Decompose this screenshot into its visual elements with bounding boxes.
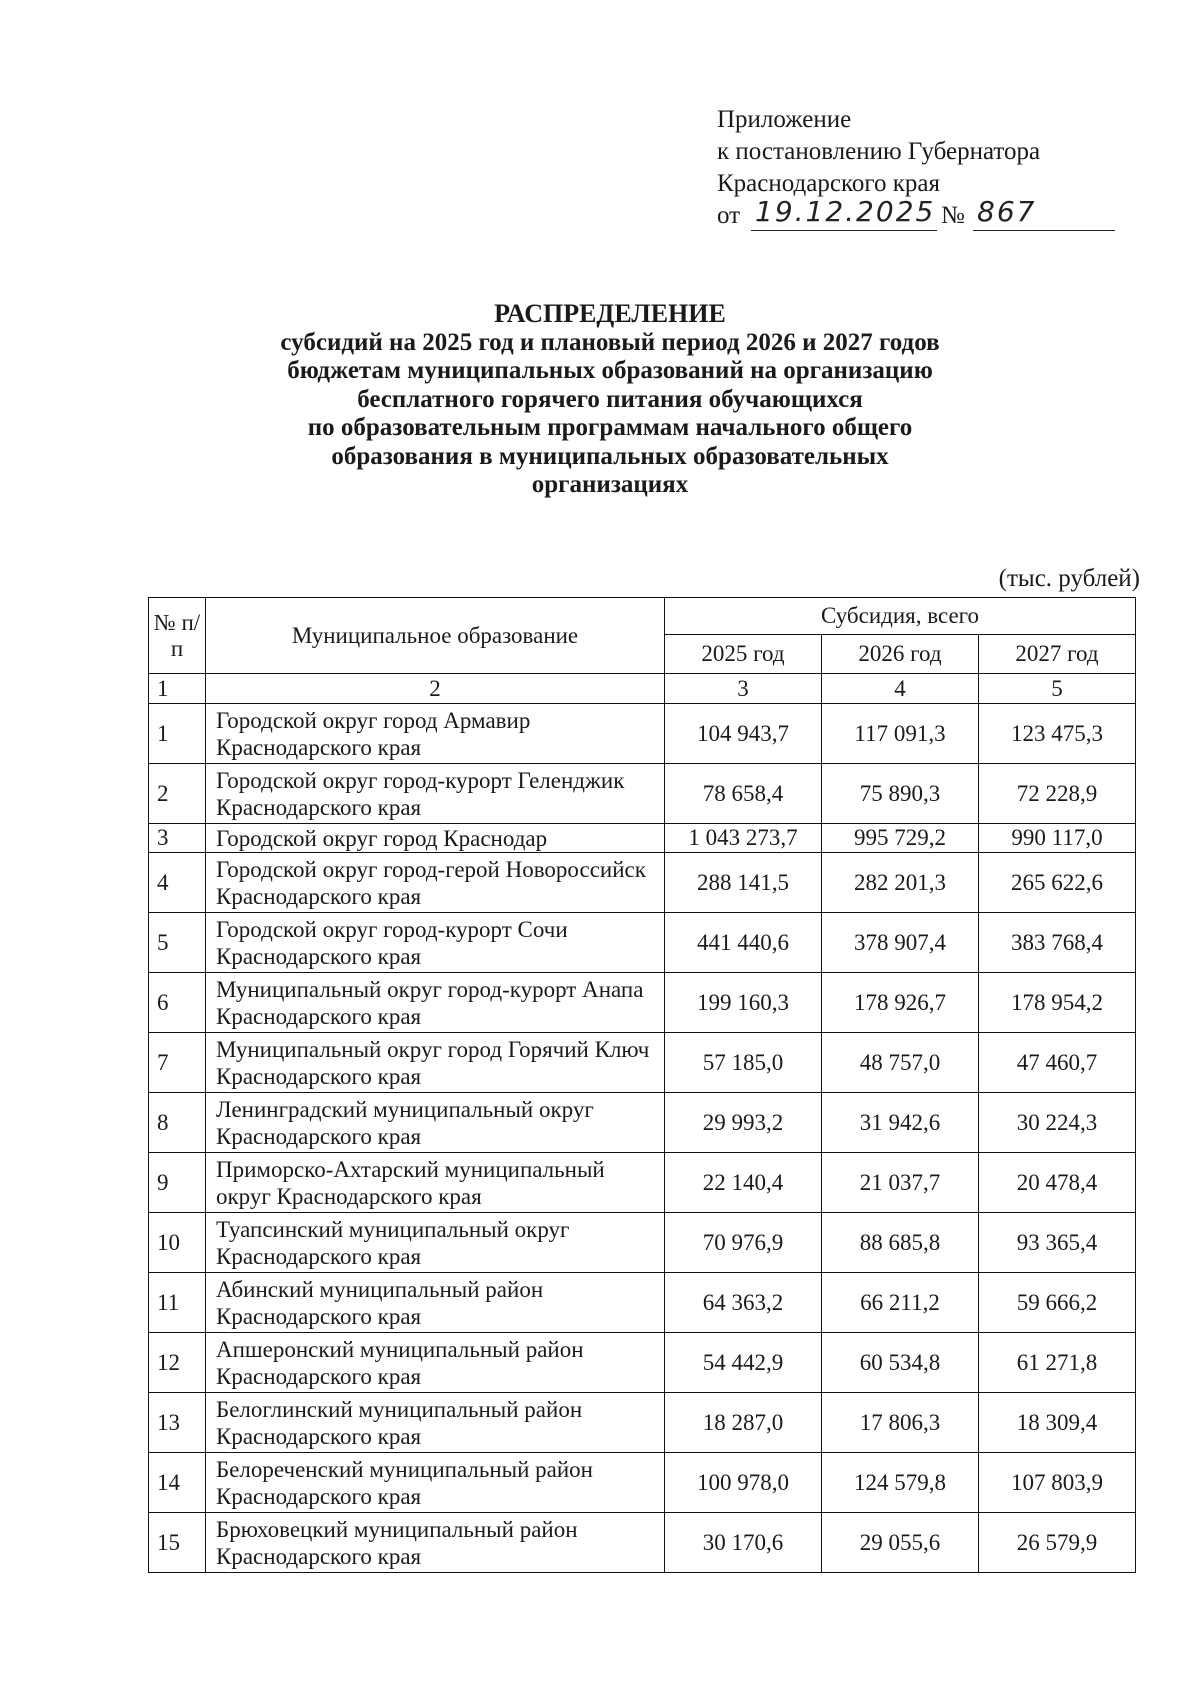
table-row bbox=[149, 1333, 1136, 1393]
table-row bbox=[149, 1213, 1136, 1273]
subsidy-2025: 54 442,9 bbox=[665, 1333, 822, 1393]
appendix-line-1: Приложение bbox=[717, 106, 852, 133]
number-label: № bbox=[941, 202, 965, 229]
col-number-5: 5 bbox=[979, 674, 1136, 704]
row-number: 7 bbox=[149, 1033, 206, 1093]
subsidy-2025: 57 185,0 bbox=[665, 1033, 822, 1093]
municipality-name: Ленинградский муниципальный округ Краснодарского края bbox=[206, 1093, 665, 1153]
subsidy-table bbox=[148, 597, 1136, 1573]
municipality-name: Белореченский муниципальный район Краснодарского края bbox=[206, 1453, 665, 1513]
subsidy-2027: 383 768,4 bbox=[979, 913, 1136, 973]
municipality-name: Городской округ город-курорт Геленджик Краснодарского края bbox=[206, 764, 665, 824]
row-number: 11 bbox=[149, 1273, 206, 1333]
handwritten-date: 19.12.2025 bbox=[755, 195, 936, 228]
table-row bbox=[149, 913, 1136, 973]
subsidy-2026: 29 055,6 bbox=[822, 1513, 979, 1573]
subsidy-2027: 61 271,8 bbox=[979, 1333, 1136, 1393]
municipality-name: Белоглинский муниципальный район Краснодарского края bbox=[206, 1393, 665, 1453]
subsidy-2025: 64 363,2 bbox=[665, 1273, 822, 1333]
municipality-name: Муниципальный округ город Горячий Ключ Краснодарского края bbox=[206, 1033, 665, 1093]
row-number: 15 bbox=[149, 1513, 206, 1573]
subsidy-2026: 88 685,8 bbox=[822, 1213, 979, 1273]
row-number: 5 bbox=[149, 913, 206, 973]
row-number: 2 bbox=[149, 764, 206, 824]
table-row bbox=[149, 1453, 1136, 1513]
subsidy-2025: 70 976,9 bbox=[665, 1213, 822, 1273]
title-line: бюджетам муниципальных образований на организацию bbox=[287, 357, 933, 384]
subsidy-2026: 178 926,7 bbox=[822, 973, 979, 1033]
table-row bbox=[149, 704, 1136, 764]
subsidy-2025: 441 440,6 bbox=[665, 913, 822, 973]
subsidy-2026: 17 806,3 bbox=[822, 1393, 979, 1453]
row-number: 10 bbox=[149, 1213, 206, 1273]
table-row bbox=[149, 973, 1136, 1033]
subsidy-2025: 199 160,3 bbox=[665, 973, 822, 1033]
appendix-block bbox=[717, 104, 1137, 236]
row-number: 6 bbox=[149, 973, 206, 1033]
row-number: 4 bbox=[149, 853, 206, 913]
title-line: по образовательным программам начального общего bbox=[307, 414, 913, 441]
col-number-4: 4 bbox=[822, 674, 979, 704]
subsidy-2025: 100 978,0 bbox=[665, 1453, 822, 1513]
municipality-name: Приморско-Ахтарский муниципальный округ Краснодарского края bbox=[206, 1153, 665, 1213]
municipality-name: Брюховецкий муниципальный район Краснодарского края bbox=[206, 1513, 665, 1573]
date-underline bbox=[751, 230, 937, 231]
subsidy-2025: 1 043 273,7 bbox=[665, 824, 822, 853]
subsidy-2027: 26 579,9 bbox=[979, 1513, 1136, 1573]
subsidy-2026: 117 091,3 bbox=[822, 704, 979, 764]
subsidy-2025: 78 658,4 bbox=[665, 764, 822, 824]
subsidy-2026: 48 757,0 bbox=[822, 1033, 979, 1093]
number-underline bbox=[973, 230, 1115, 231]
subsidy-2026: 282 201,3 bbox=[822, 853, 979, 913]
subsidy-2025: 30 170,6 bbox=[665, 1513, 822, 1573]
subsidy-2025: 29 993,2 bbox=[665, 1093, 822, 1153]
subsidy-2026: 378 907,4 bbox=[822, 913, 979, 973]
row-number: 3 bbox=[149, 824, 206, 853]
table-row bbox=[149, 1513, 1136, 1573]
title-line: субсидий на 2025 год и плановый период 2026 и 2027 годов bbox=[280, 328, 940, 356]
table-row bbox=[149, 764, 1136, 824]
row-number: 13 bbox=[149, 1393, 206, 1453]
header-num: № п/п bbox=[149, 598, 206, 674]
header-year-2025: 2025 год bbox=[665, 635, 822, 674]
row-number: 1 bbox=[149, 704, 206, 764]
order-date-number-line bbox=[717, 195, 1137, 236]
header-municipality: Муниципальное образование bbox=[206, 598, 665, 674]
subsidy-2027: 30 224,3 bbox=[979, 1093, 1136, 1153]
title-heading: РАСПРЕДЕЛЕНИЕ bbox=[494, 299, 726, 328]
header-year-2026: 2026 год bbox=[822, 635, 979, 674]
row-number: 12 bbox=[149, 1333, 206, 1393]
subsidy-2027: 178 954,2 bbox=[979, 973, 1136, 1033]
table-row bbox=[149, 1273, 1136, 1333]
row-number: 14 bbox=[149, 1453, 206, 1513]
subsidy-2026: 75 890,3 bbox=[822, 764, 979, 824]
from-label: от bbox=[717, 202, 741, 229]
table-row bbox=[149, 824, 1136, 853]
municipality-name: Городской округ город Армавир Краснодарского края bbox=[206, 704, 665, 764]
table-row bbox=[149, 1153, 1136, 1213]
subsidy-2027: 107 803,9 bbox=[979, 1453, 1136, 1513]
municipality-name: Абинский муниципальный район Краснодарского края bbox=[206, 1273, 665, 1333]
subsidy-2025: 104 943,7 bbox=[665, 704, 822, 764]
header-year-2027: 2027 год bbox=[979, 635, 1136, 674]
subsidy-2026: 124 579,8 bbox=[822, 1453, 979, 1513]
title-line: организациях bbox=[531, 471, 689, 498]
table-row bbox=[149, 1393, 1136, 1453]
table-row bbox=[149, 853, 1136, 913]
subsidy-2025: 22 140,4 bbox=[665, 1153, 822, 1213]
subsidy-2027: 93 365,4 bbox=[979, 1213, 1136, 1273]
subsidy-2027: 123 475,3 bbox=[979, 704, 1136, 764]
table-row bbox=[149, 1093, 1136, 1153]
title-line: образования в муниципальных образовательных bbox=[331, 442, 889, 470]
municipality-name: Городской округ город-герой Новороссийск Краснодарского края bbox=[206, 853, 665, 913]
handwritten-number: 867 bbox=[977, 195, 1037, 228]
title-line: бесплатного горячего питания обучающихся bbox=[357, 385, 863, 413]
subsidy-2027: 265 622,6 bbox=[979, 853, 1136, 913]
col-number-2: 2 bbox=[206, 674, 665, 704]
municipality-name: Городской округ город Краснодар bbox=[206, 824, 665, 853]
subsidy-2026: 995 729,2 bbox=[822, 824, 979, 853]
subsidy-2027: 72 228,9 bbox=[979, 764, 1136, 824]
municipality-name: Туапсинский муниципальный округ Краснодарского края bbox=[206, 1213, 665, 1273]
row-number: 8 bbox=[149, 1093, 206, 1153]
table-row bbox=[149, 1033, 1136, 1093]
municipality-name: Городской округ город-курорт Сочи Краснодарского края bbox=[206, 913, 665, 973]
subsidy-2026: 31 942,6 bbox=[822, 1093, 979, 1153]
col-number-1: 1 bbox=[149, 674, 206, 704]
header-subsidy-total: Субсидия, всего bbox=[665, 598, 1136, 635]
document-title bbox=[180, 300, 1040, 500]
subsidy-2025: 18 287,0 bbox=[665, 1393, 822, 1453]
municipality-name: Муниципальный округ город-курорт Анапа Краснодарского края bbox=[206, 973, 665, 1033]
col-number-3: 3 bbox=[665, 674, 822, 704]
row-number: 9 bbox=[149, 1153, 206, 1213]
subsidy-2027: 18 309,4 bbox=[979, 1393, 1136, 1453]
subsidy-2027: 990 117,0 bbox=[979, 824, 1136, 853]
units-label: (тыс. рублей) bbox=[998, 565, 1140, 592]
subsidy-2026: 66 211,2 bbox=[822, 1273, 979, 1333]
subsidy-2027: 47 460,7 bbox=[979, 1033, 1136, 1093]
subsidy-2026: 21 037,7 bbox=[822, 1153, 979, 1213]
subsidy-2025: 288 141,5 bbox=[665, 853, 822, 913]
subsidy-2027: 59 666,2 bbox=[979, 1273, 1136, 1333]
appendix-line-2: к постановлению Губернатора bbox=[717, 138, 1041, 165]
subsidy-2026: 60 534,8 bbox=[822, 1333, 979, 1393]
municipality-name: Апшеронский муниципальный район Краснодарского края bbox=[206, 1333, 665, 1393]
appendix-line-3: Краснодарского края bbox=[717, 170, 940, 197]
subsidy-2027: 20 478,4 bbox=[979, 1153, 1136, 1213]
